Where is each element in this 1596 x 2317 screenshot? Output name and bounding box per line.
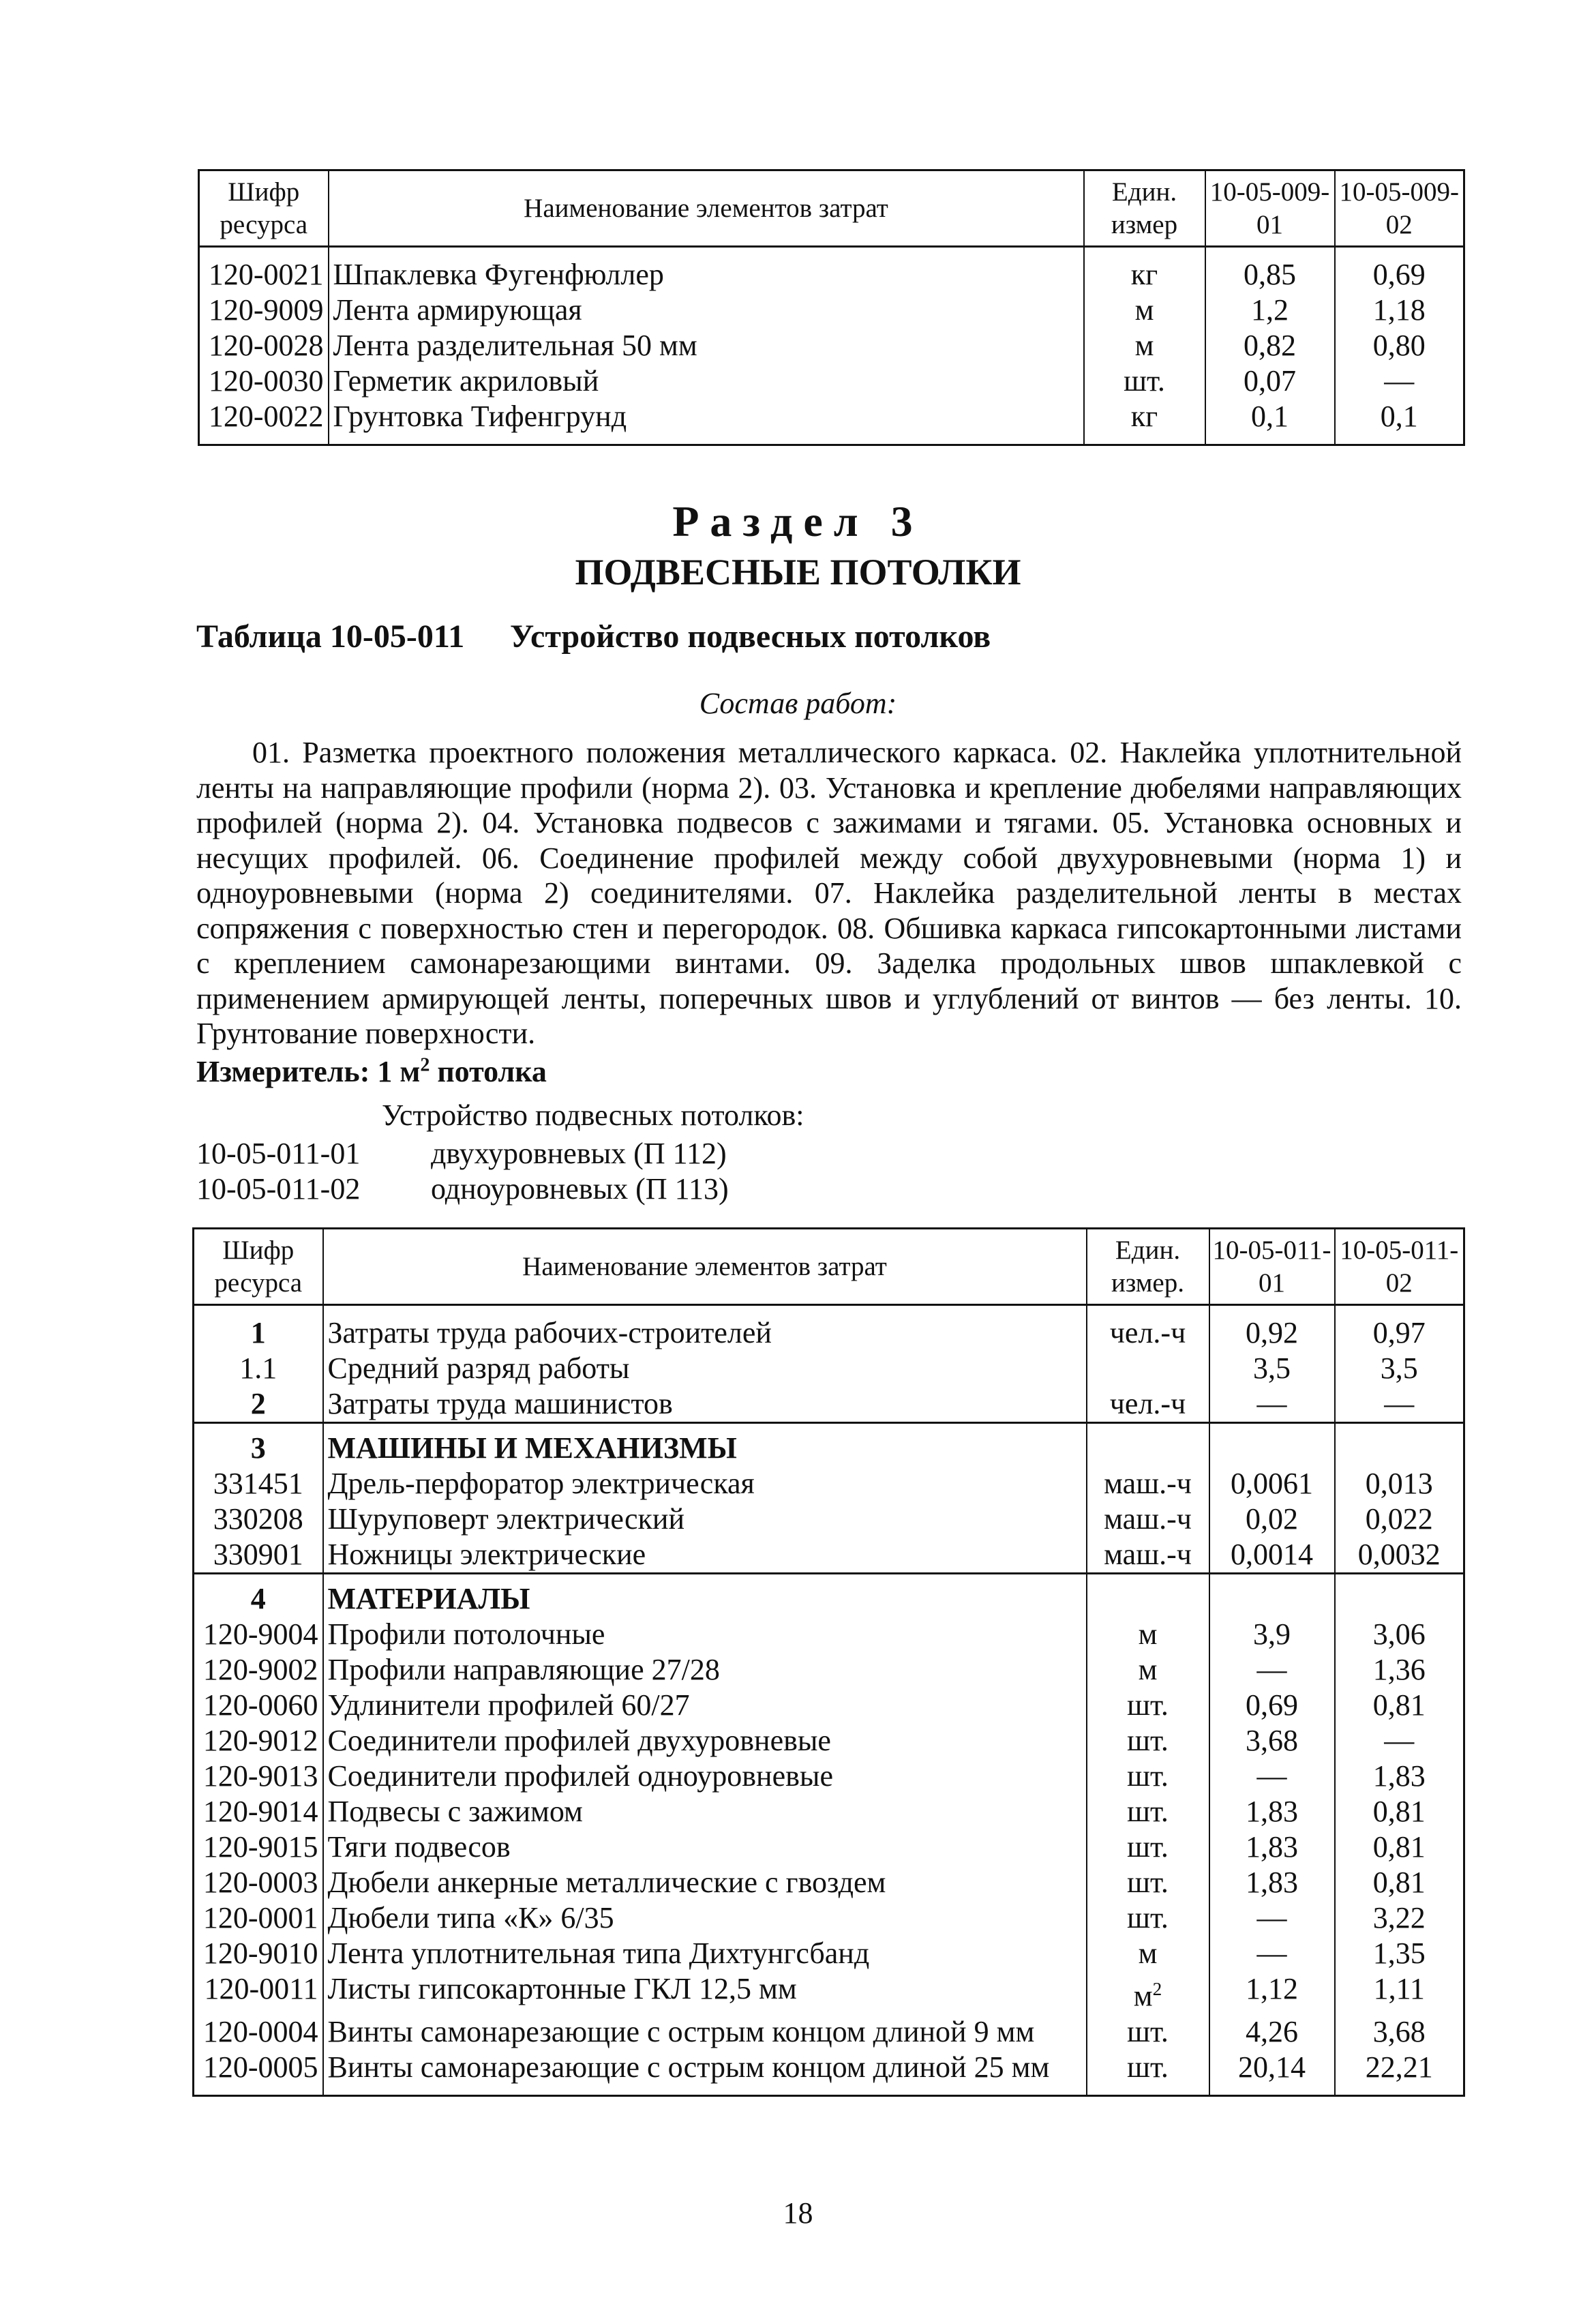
group-row xyxy=(194,1574,1464,1617)
table-row xyxy=(194,1351,1464,1386)
value-col2: 0,022 xyxy=(1335,1501,1464,1537)
value-col1: 0,0061 xyxy=(1209,1466,1335,1501)
spacer-cell xyxy=(1335,434,1464,445)
value-col1 xyxy=(1209,1574,1335,1617)
resource-code: 120-9004 xyxy=(194,1617,323,1652)
value-col2: — xyxy=(1335,363,1464,399)
unit: $м^2$ xyxy=(1087,1971,1209,2014)
table-row xyxy=(194,1688,1464,1723)
unit: шт. xyxy=(1087,1794,1209,1829)
unit: шт. xyxy=(1087,1900,1209,1936)
group-code: 3 xyxy=(194,1423,323,1467)
value-col2: 3,06 xyxy=(1335,1617,1464,1652)
resource-name: Соединители профилей двухуровневые xyxy=(323,1723,1087,1759)
measurement-unit xyxy=(196,1054,547,1089)
value-col1: 1,83 xyxy=(1209,1794,1335,1829)
section-title: Раздел 3 xyxy=(672,497,924,545)
value-col2: — xyxy=(1335,1386,1464,1423)
value-col1: 0,92 xyxy=(1209,1315,1335,1351)
unit: шт. xyxy=(1084,363,1205,399)
unit xyxy=(1087,1351,1209,1386)
group-row xyxy=(194,1423,1464,1467)
table-row xyxy=(194,1652,1464,1688)
resource-code: 120-9010 xyxy=(194,1936,323,1971)
unit: шт. xyxy=(1087,1829,1209,1865)
resource-name: Удлинители профилей 60/27 xyxy=(323,1688,1087,1723)
spacer-cell xyxy=(1205,434,1335,445)
resource-code: 120-0021 xyxy=(199,257,329,293)
spacer-row xyxy=(199,247,1464,258)
table-row xyxy=(194,1537,1464,1574)
unit: чел.-ч xyxy=(1087,1386,1209,1423)
resource-name: Затраты труда рабочих-строителей xyxy=(323,1315,1087,1351)
value-col2: 0,81 xyxy=(1335,1865,1464,1900)
resource-code: 120-0022 xyxy=(199,399,329,434)
spacer-cell xyxy=(199,247,329,258)
spacer-cell xyxy=(1084,247,1205,258)
resource-code: 120-0060 xyxy=(194,1688,323,1723)
table-row xyxy=(194,1829,1464,1865)
unit xyxy=(1087,1574,1209,1617)
group-name: МАТЕРИАЛЫ xyxy=(323,1574,1087,1617)
table-row xyxy=(199,293,1464,328)
table-row xyxy=(194,1759,1464,1794)
resource-name: Ножницы электрические xyxy=(323,1537,1087,1574)
variant-code: 10-05-011-01 xyxy=(196,1137,361,1170)
spacer-cell xyxy=(329,434,1084,445)
meter-unit: потолка xyxy=(437,1055,547,1088)
header-col2: 10-05-011-02 xyxy=(1335,1229,1464,1305)
value-col2: 1,11 xyxy=(1335,1971,1464,2014)
unit xyxy=(1087,1423,1209,1467)
table-row xyxy=(194,2014,1464,2050)
meter-superscript: 2 xyxy=(420,1054,430,1076)
variant-code: 10-05-011-02 xyxy=(196,1172,361,1206)
resource-code: 120-0005 xyxy=(194,2050,323,2085)
unit: маш.-ч xyxy=(1087,1466,1209,1501)
resource-name: Профили направляющие 27/28 xyxy=(323,1652,1087,1688)
header-code: Шифр ресурса xyxy=(194,1229,323,1305)
value-col1: 0,07 xyxy=(1205,363,1335,399)
resource-code: 331451 xyxy=(194,1466,323,1501)
table-row xyxy=(199,363,1464,399)
value-col2: 22,21 xyxy=(1335,2050,1464,2085)
header-name: Наименование элементов затрат xyxy=(323,1229,1087,1305)
unit: м xyxy=(1084,293,1205,328)
resource-code: 120-9014 xyxy=(194,1794,323,1829)
value-col2: 0,69 xyxy=(1335,257,1464,293)
resource-name: Шуруповерт электрический xyxy=(323,1501,1087,1537)
value-col1: 0,02 xyxy=(1209,1501,1335,1537)
variant-item xyxy=(196,1136,727,1171)
value-col1: 1,83 xyxy=(1209,1865,1335,1900)
resource-code: 120-9013 xyxy=(194,1759,323,1794)
resource-name: Грунтовка Тифенгрунд xyxy=(329,399,1084,434)
spacer-cell xyxy=(323,1305,1087,1316)
value-col2: — xyxy=(1335,1723,1464,1759)
table-row xyxy=(199,328,1464,363)
unit: м xyxy=(1084,328,1205,363)
value-col1: 0,69 xyxy=(1209,1688,1335,1723)
unit-superscript: 2 xyxy=(1152,1979,1162,1999)
unit: шт. xyxy=(1087,2014,1209,2050)
value-col1: — xyxy=(1209,1759,1335,1794)
value-col1: — xyxy=(1209,1936,1335,1971)
unit: м xyxy=(1087,1936,1209,1971)
spacer-cell xyxy=(1335,1305,1464,1316)
resource-code: 120-0003 xyxy=(194,1865,323,1900)
value-col1: 1,12 xyxy=(1209,1971,1335,2014)
unit: маш.-ч xyxy=(1087,1501,1209,1537)
value-col1: 3,5 xyxy=(1209,1351,1335,1386)
unit: кг xyxy=(1084,257,1205,293)
header-code: Шифр ресурса xyxy=(199,170,329,247)
resource-name: Подвесы с зажимом xyxy=(323,1794,1087,1829)
value-col2: 0,97 xyxy=(1335,1315,1464,1351)
table-row xyxy=(194,1466,1464,1501)
table-title xyxy=(196,618,991,655)
spacer-cell xyxy=(1205,247,1335,258)
unit: маш.-ч xyxy=(1087,1537,1209,1574)
table-row xyxy=(199,257,1464,293)
table-row xyxy=(194,1865,1464,1900)
resource-name: Профили потолочные xyxy=(323,1617,1087,1652)
value-col1: — xyxy=(1209,1386,1335,1423)
resource-name: Герметик акриловый xyxy=(329,363,1084,399)
spacer-cell xyxy=(329,247,1084,258)
resource-name: Винты самонарезающие с острым концом длиной 25 мм xyxy=(323,2050,1087,2085)
resource-name: Дрель-перфоратор электрическая xyxy=(323,1466,1087,1501)
value-col2 xyxy=(1335,1423,1464,1467)
header-unit: Един. измер. xyxy=(1087,1229,1209,1305)
value-col1: 20,14 xyxy=(1209,2050,1335,2085)
unit: шт. xyxy=(1087,2050,1209,2085)
value-col1: 1,2 xyxy=(1205,293,1335,328)
value-col1: 3,9 xyxy=(1209,1617,1335,1652)
resource-name: Лента разделительная 50 мм xyxy=(329,328,1084,363)
value-col1: 0,0014 xyxy=(1209,1537,1335,1574)
resource-code: 120-0001 xyxy=(194,1900,323,1936)
resource-name: Дюбели анкерные металлические с гвоздем xyxy=(323,1865,1087,1900)
value-col1: 0,1 xyxy=(1205,399,1335,434)
section-subtitle: ПОДВЕСНЫЕ ПОТОЛКИ xyxy=(575,552,1021,593)
value-col2: 3,5 xyxy=(1335,1351,1464,1386)
meter-label: Измеритель: 1 м xyxy=(196,1055,421,1088)
value-col2 xyxy=(1335,1574,1464,1617)
value-col2: 0,81 xyxy=(1335,1688,1464,1723)
spacer-row xyxy=(199,434,1464,445)
unit: шт. xyxy=(1087,1688,1209,1723)
resource-name: Лента армирующая xyxy=(329,293,1084,328)
unit: шт. xyxy=(1087,1865,1209,1900)
resource-name: Шпаклевка Фугенфюллер xyxy=(329,257,1084,293)
spacer-cell xyxy=(1084,434,1205,445)
resource-code: 120-0004 xyxy=(194,2014,323,2050)
resource-name: Средний разряд работы xyxy=(323,1351,1087,1386)
table-row xyxy=(194,1501,1464,1537)
group-name: МАШИНЫ И МЕХАНИЗМЫ xyxy=(323,1423,1087,1467)
spacer-cell xyxy=(1335,2085,1464,2096)
table-row xyxy=(194,1900,1464,1936)
header-unit: Един. измер xyxy=(1084,170,1205,247)
header-name: Наименование элементов затрат xyxy=(329,170,1084,247)
resource-code: 120-9002 xyxy=(194,1652,323,1688)
resource-name: Соединители профилей одноуровневые xyxy=(323,1759,1087,1794)
works-description: 01. Разметка проектного положения металлического каркаса. 02. Наклейка уплотнительной ленты на направляющие профили (норма 2). 03. Установка и крепление дюбелями направляющих профилей (норма 2). 04. Установка подвесов с зажимами и тягами. 05. Установка основных и несущих профилей. 06. Соединение профилей между собой двухуровневыми (норма 1) и одноуровневыми (норма 2) соединителями. 07. Наклейка разделительной ленты в местах сопряжения с поверхностью стен и перегородок. 08. Обшивка каркаса гипсокартонными листами с креплением самонарезающими винтами. 09. Заделка продольных швов шпаклевкой с применением армирующей ленты, поперечных швов и углублений от винтов — без ленты. 10. Грунтование поверхности. xyxy=(196,736,1462,1050)
unit: м xyxy=(1087,1617,1209,1652)
group-code: 4 xyxy=(194,1574,323,1617)
spacer-cell xyxy=(1087,1305,1209,1316)
resource-name: Листы гипсокартонные ГКЛ 12,5 мм xyxy=(323,1971,1087,2014)
value-col2: 1,83 xyxy=(1335,1759,1464,1794)
spacer-cell xyxy=(1209,2085,1335,2096)
value-col2: 0,81 xyxy=(1335,1829,1464,1865)
value-col1: — xyxy=(1209,1652,1335,1688)
value-col1: 4,26 xyxy=(1209,2014,1335,2050)
value-col2: 0,80 xyxy=(1335,328,1464,363)
resource-name: Тяги подвесов xyxy=(323,1829,1087,1865)
value-col2: 1,18 xyxy=(1335,293,1464,328)
spacer-cell xyxy=(1335,247,1464,258)
table-number: Таблица 10-05-011 xyxy=(196,618,465,655)
resource-name: Затраты труда машинистов xyxy=(323,1386,1087,1423)
table-row xyxy=(194,1315,1464,1351)
resource-name: Лента уплотнительная типа Дихтунгсбанд xyxy=(323,1936,1087,1971)
value-col2: 1,35 xyxy=(1335,1936,1464,1971)
resource-code: 120-9009 xyxy=(199,293,329,328)
header-col1: 10-05-011-01 xyxy=(1209,1229,1335,1305)
value-col2: 3,68 xyxy=(1335,2014,1464,2050)
spacer-row xyxy=(194,1305,1464,1316)
spacer-cell xyxy=(199,434,329,445)
unit: чел.-ч xyxy=(1087,1315,1209,1351)
resource-table-1 xyxy=(198,169,1465,446)
unit: кг xyxy=(1084,399,1205,434)
resource-code: 2 xyxy=(194,1386,323,1423)
resource-code: 120-9012 xyxy=(194,1723,323,1759)
table-row xyxy=(194,1386,1464,1423)
spacer-cell xyxy=(194,1305,323,1316)
resource-name: Винты самонарезающие с острым концом длиной 9 мм xyxy=(323,2014,1087,2050)
spacer-cell xyxy=(323,2085,1087,2096)
table-row xyxy=(194,1794,1464,1829)
table-row xyxy=(194,2050,1464,2085)
unit: шт. xyxy=(1087,1723,1209,1759)
resource-code: 1.1 xyxy=(194,1351,323,1386)
unit: шт. xyxy=(1087,1759,1209,1794)
table-name: Устройство подвесных потолков xyxy=(510,618,991,655)
resource-code: 120-0028 xyxy=(199,328,329,363)
table-row xyxy=(194,1723,1464,1759)
value-col2: 3,22 xyxy=(1335,1900,1464,1936)
value-col1 xyxy=(1209,1423,1335,1467)
variants-title: Устройство подвесных потолков: xyxy=(382,1098,804,1132)
value-col2: 0,0032 xyxy=(1335,1537,1464,1574)
value-col2: 0,1 xyxy=(1335,399,1464,434)
header-col2: 10-05-009-02 xyxy=(1335,170,1464,247)
resource-name: Дюбели типа «К» 6/35 xyxy=(323,1900,1087,1936)
resource-code: 120-0030 xyxy=(199,363,329,399)
resource-table-2 xyxy=(192,1227,1465,2097)
resource-code: 330208 xyxy=(194,1501,323,1537)
resource-code: 120-0011 xyxy=(194,1971,323,2014)
table-row xyxy=(194,1617,1464,1652)
value-col2: 0,013 xyxy=(1335,1466,1464,1501)
spacer-cell xyxy=(1209,1305,1335,1316)
spacer-row xyxy=(194,2085,1464,2096)
variant-item xyxy=(196,1171,729,1206)
variant-name: двухуровневых (П 112) xyxy=(431,1137,727,1170)
works-heading: Состав работ: xyxy=(699,687,897,720)
value-col1: — xyxy=(1209,1900,1335,1936)
value-col2: 0,81 xyxy=(1335,1794,1464,1829)
value-col1: 0,82 xyxy=(1205,328,1335,363)
resource-code: 120-9015 xyxy=(194,1829,323,1865)
resource-code: 1 xyxy=(194,1315,323,1351)
resource-code: 330901 xyxy=(194,1537,323,1574)
unit: м xyxy=(1087,1652,1209,1688)
table-row xyxy=(194,1971,1464,2014)
variant-name: одноуровневых (П 113) xyxy=(431,1172,729,1206)
value-col1: 1,83 xyxy=(1209,1829,1335,1865)
spacer-cell xyxy=(194,2085,323,2096)
table-row xyxy=(199,399,1464,434)
table-row xyxy=(194,1936,1464,1971)
header-col1: 10-05-009-01 xyxy=(1205,170,1335,247)
page-number: 18 xyxy=(783,2196,813,2230)
value-col1: 0,85 xyxy=(1205,257,1335,293)
value-col2: 1,36 xyxy=(1335,1652,1464,1688)
value-col1: 3,68 xyxy=(1209,1723,1335,1759)
spacer-cell xyxy=(1087,2085,1209,2096)
